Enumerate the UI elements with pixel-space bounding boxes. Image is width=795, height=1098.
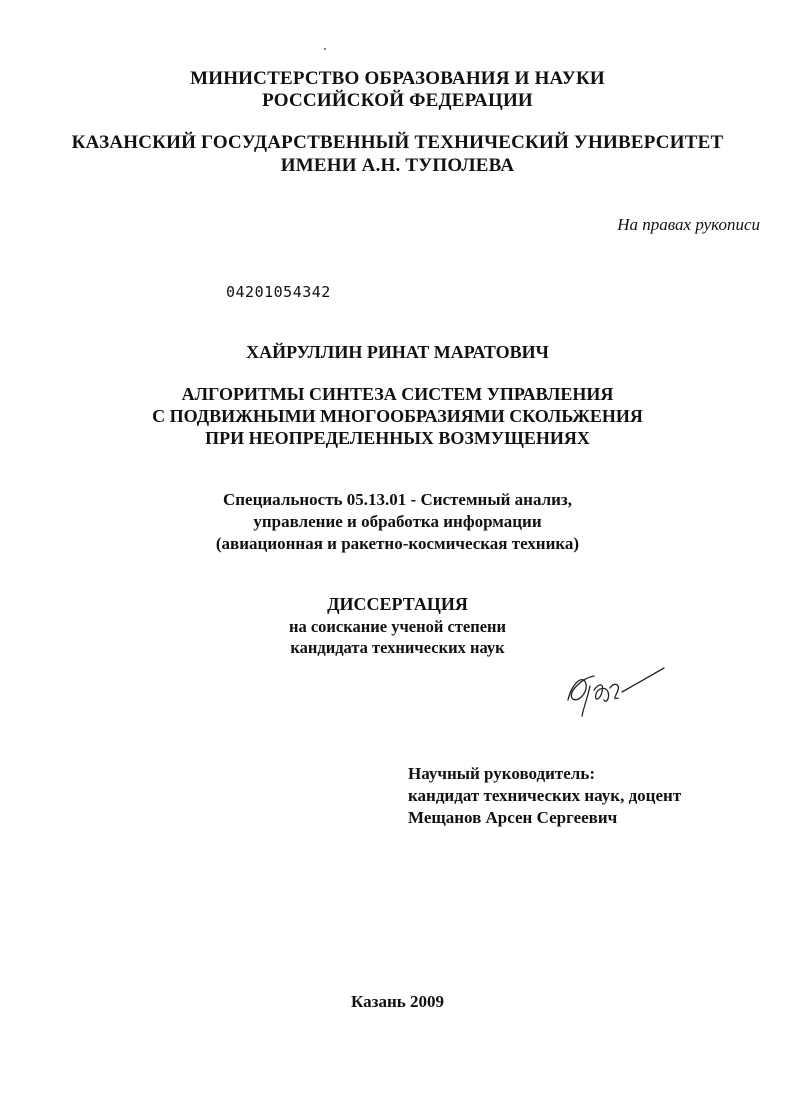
university-line-1: КАЗАНСКИЙ ГОСУДАРСТВЕННЫЙ ТЕХНИЧЕСКИЙ УНИВЕРСИТЕТ [71, 132, 724, 153]
author-name: ХАЙРУЛЛИН РИНАТ МАРАТОВИЧ [246, 342, 549, 362]
handwritten-signature [560, 660, 670, 720]
ministry-line-2: РОССИЙСКОЙ ФЕДЕРАЦИИ [262, 90, 533, 111]
title-line-3: ПРИ НЕОПРЕДЕЛЕННЫХ ВОЗМУЩЕНИЯХ [205, 428, 590, 448]
university-line-2: ИМЕНИ А.Н. ТУПОЛЕВА [280, 155, 515, 176]
degree-line-1: на соискание ученой степени [288, 617, 507, 636]
supervisor-label: Научный руководитель: [408, 764, 595, 783]
supervisor-degree: кандидат технических наук, доцент [408, 786, 682, 805]
title-line-2: С ПОДВИЖНЫМИ МНОГООБРАЗИЯМИ СКОЛЬЖЕНИЯ [152, 406, 643, 426]
ministry-line-1: МИНИСТЕРСТВО ОБРАЗОВАНИЯ И НАУКИ [190, 68, 605, 89]
degree-line-2: кандидата технических наук [290, 638, 505, 657]
manuscript-note: На правах рукописи [617, 215, 760, 234]
supervisor-name: Мещанов Арсен Сергеевич [408, 808, 618, 827]
scan-speck [324, 48, 326, 50]
dissertation-heading: ДИССЕРТАЦИЯ [327, 594, 468, 614]
city-year: Казань 2009 [351, 992, 444, 1011]
specialty-line-3: (авиационная и ракетно-космическая техника) [215, 534, 580, 553]
specialty-line-1: Специальность 05.13.01 - Системный анализ, [222, 490, 573, 509]
title-line-1: АЛГОРИТМЫ СИНТЕЗА СИСТЕМ УПРАВЛЕНИЯ [181, 384, 614, 404]
specialty-line-2: управление и обработка информации [253, 512, 542, 531]
catalog-number: 04201054342 [226, 283, 331, 301]
